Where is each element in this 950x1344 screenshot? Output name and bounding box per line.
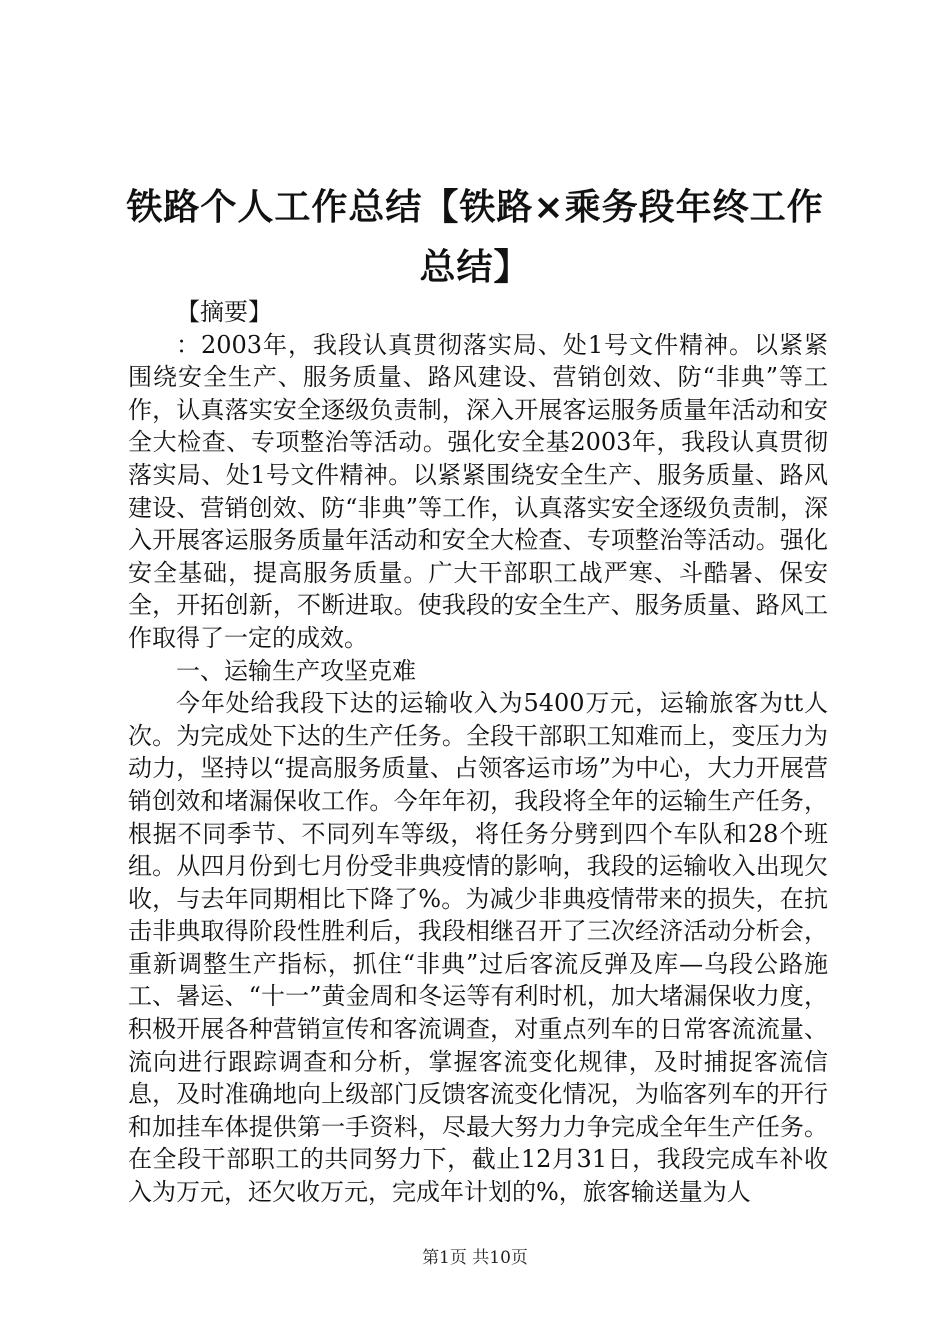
document-title: 铁路个人工作总结【铁路×乘务段年终工作总结】 — [126, 187, 824, 288]
body-paragraph: 今年处给我段下达的运输收入为5400万元，运输旅客为tt人次。为完成处下达的生产任务。全段干部职工知难而上，变压力为动力，坚持以“提高服务质量、占领客运市场”为中心，大力开展营销创效和堵漏保收工作。今年年初，我段将全年的运输生产任务，根据不同季节、不同列车等级，将任务分劈到四个车队和28个班组。从四月份到七月份受非典疫情的影响，我段的运输收入出现欠收，与去年同期相比下降了%。为减少非典疫情带来的损失，在抗击非典取得阶段性胜利后，我段相继召开了三次经济活动分析会，重新调整生产指标，抓住“非典”过后客流反弹及库—乌段公路施工、暑运、“十一”黄金周和冬运等有利时机，加大堵漏保收力度，积极开展各种营销宣传和客流调查，对重点列车的日常客流流量、流向进行跟踪调查和分析，掌握客流变化规律，及时捕捉客流信息，及时准确地向上级部门反馈客流变化情况，为临客列车的开行和加挂车体提供第一手资料，尽最大努力力争完成全年生产任务。在全段干部职工的共同努力下，截止12月31日，我段完成车补收入为万元，还欠收万元，完成年计划的%，旅客输送量为人 — [128, 689, 828, 1207]
abstract-label: 【摘要】 — [176, 298, 272, 326]
document-body — [128, 296, 828, 1209]
page-footer: 第1页 共10页 — [422, 1248, 528, 1268]
abstract-paragraph: ：2003年，我段认真贯彻落实局、处1号文件精神。以紧紧围绕安全生产、服务质量、路风建设、营销创效、防“非典”等工作，认真落实安全逐级负责制，深入开展客运服务质量年活动和安全大检查、专项整治等活动。强化安全基2003年，我段认真贯彻落实局、处1号文件精神。以紧紧围绕安全生产、服务质量、路风建设、营销创效、防“非典”等工作，认真落实安全逐级负责制，深入开展客运服务质量年活动和安全大检查、专项整治等活动。强化安全基础，提高服务质量。广大干部职工战严寒、斗酷暑、保安全，开拓创新，不断进取。使我段的安全生产、服务质量、路风工作取得了一定的成效。 — [128, 330, 828, 652]
section-heading: 一、运输生产攻坚克难 — [176, 656, 416, 685]
